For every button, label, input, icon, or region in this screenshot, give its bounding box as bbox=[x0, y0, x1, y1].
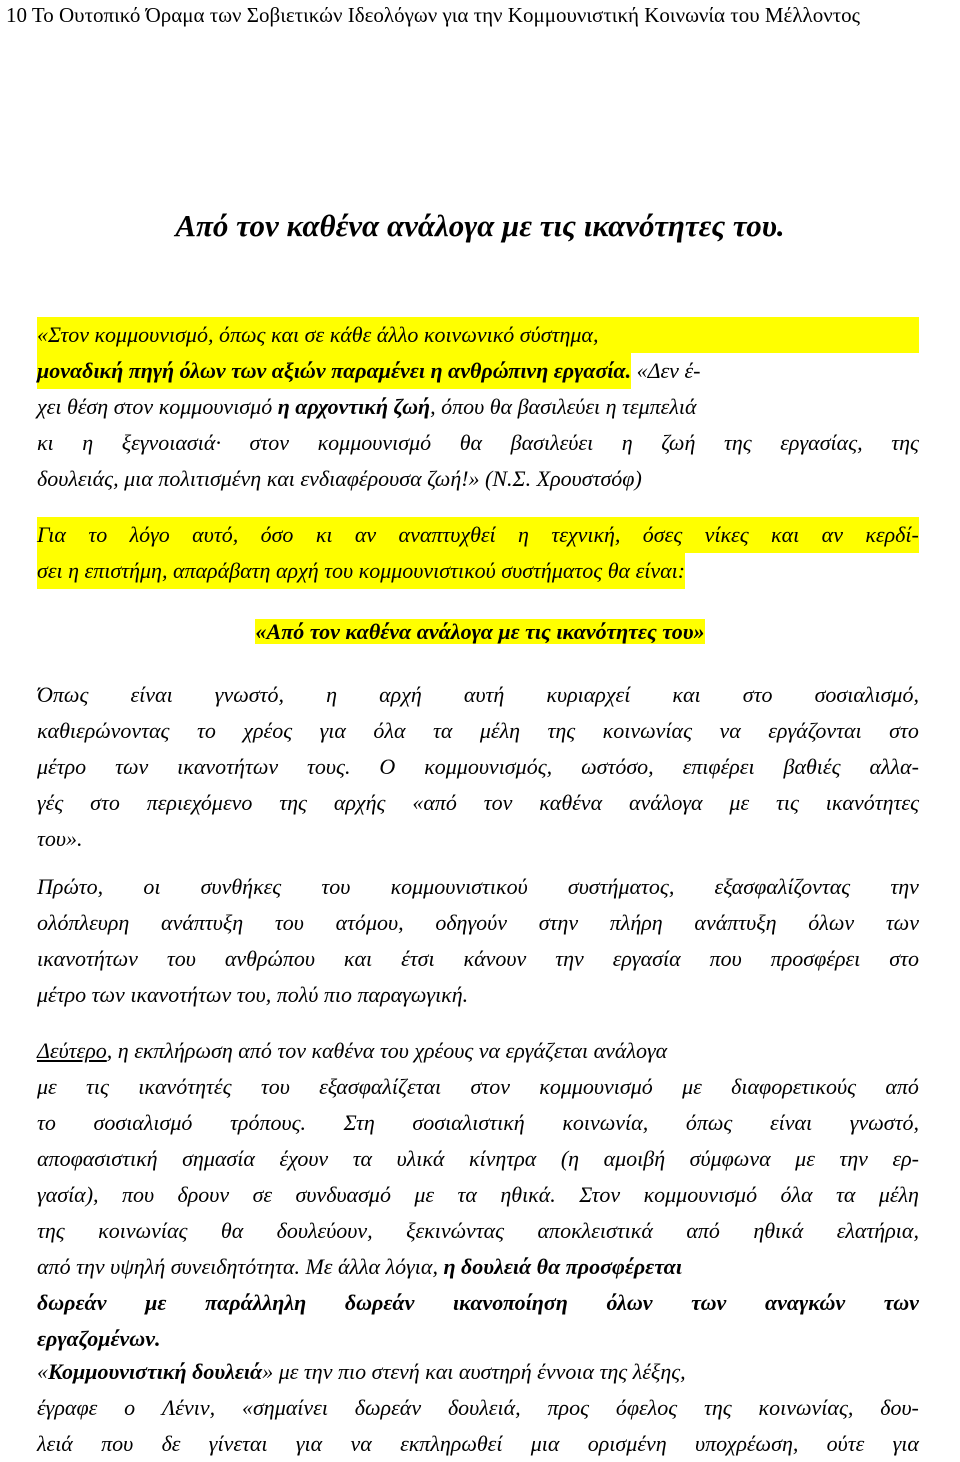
word: προσφέρει bbox=[770, 946, 861, 971]
word: με bbox=[729, 790, 750, 815]
word: ανάπτυξη bbox=[694, 910, 777, 935]
word: δωρεάν bbox=[344, 1290, 415, 1315]
word: γνωστό, bbox=[849, 1110, 919, 1135]
word: όλων bbox=[808, 910, 855, 935]
word: στην bbox=[538, 910, 579, 935]
word: στον bbox=[249, 430, 290, 455]
word: εργασίας, bbox=[780, 430, 863, 455]
word: σοσιαλισμό bbox=[93, 1110, 193, 1135]
word: οι bbox=[143, 874, 161, 899]
word: του bbox=[321, 874, 351, 899]
paragraph-3 bbox=[37, 677, 919, 857]
word: που bbox=[101, 1431, 134, 1456]
word: αποκλειστικά bbox=[537, 1218, 653, 1243]
word: δουλειά, bbox=[447, 1395, 521, 1420]
line-text: «Κομμουνιστική δουλειά» με την πιο στενή και αυστηρή έννοια της λέξης, bbox=[37, 1359, 686, 1384]
word: παράλληλη bbox=[205, 1290, 307, 1315]
word: προς bbox=[547, 1395, 589, 1420]
text-line bbox=[37, 389, 919, 425]
word: ανθρώπου bbox=[224, 946, 315, 971]
word: κομμουνισμό bbox=[643, 1182, 758, 1207]
word: η bbox=[326, 682, 337, 707]
word: στο bbox=[889, 718, 919, 743]
text-line bbox=[37, 713, 919, 749]
text-line bbox=[37, 749, 919, 785]
word: Στον bbox=[579, 1182, 621, 1207]
word: βαθιές bbox=[783, 754, 841, 779]
word: αμοιβή bbox=[603, 1146, 666, 1171]
paragraph-1 bbox=[37, 317, 919, 497]
word: επιφέρει bbox=[682, 754, 755, 779]
line-text: «Δεν έ- bbox=[631, 358, 701, 383]
word: η bbox=[621, 430, 633, 455]
word: να bbox=[350, 1431, 372, 1456]
word: τους. bbox=[307, 754, 351, 779]
word: ερ- bbox=[892, 1146, 919, 1171]
word: διαφορετικούς bbox=[731, 1074, 856, 1099]
text-line bbox=[37, 869, 919, 905]
text-line bbox=[37, 677, 919, 713]
line-text bbox=[37, 1069, 919, 1105]
word: από bbox=[885, 1074, 919, 1099]
word: των bbox=[691, 1290, 727, 1315]
word: χρέος bbox=[243, 718, 293, 743]
line-text: χει θέση στον κομμουνισμό η αρχοντική ζωή, όπου θα βασιλεύει η τεμπελιά bbox=[37, 394, 697, 419]
word: των bbox=[885, 910, 919, 935]
text-line bbox=[37, 1321, 919, 1357]
word: κίνητρα bbox=[468, 1146, 537, 1171]
word: όσο bbox=[260, 522, 294, 547]
word: δουλεύουν, bbox=[276, 1218, 373, 1243]
word: και bbox=[343, 946, 373, 971]
text-line bbox=[37, 1141, 919, 1177]
word: έχουν bbox=[279, 1146, 329, 1171]
word: όπως bbox=[685, 1110, 733, 1135]
word: κυριαρχεί bbox=[546, 682, 631, 707]
word: συστήματος, bbox=[567, 874, 675, 899]
word: με bbox=[682, 1074, 702, 1099]
word: του bbox=[166, 946, 196, 971]
text-line bbox=[37, 785, 919, 821]
word: εκπληρωθεί bbox=[400, 1431, 503, 1456]
line-text bbox=[37, 1285, 919, 1321]
word: συνδυασμό bbox=[295, 1182, 391, 1207]
word: τις bbox=[86, 1074, 109, 1099]
word: την bbox=[890, 874, 919, 899]
word: (η bbox=[560, 1146, 580, 1171]
line-text bbox=[37, 869, 919, 905]
word: ηθικά. bbox=[500, 1182, 556, 1207]
word: όσες bbox=[642, 522, 683, 547]
line-text bbox=[37, 749, 919, 785]
word: ολόπλευρη bbox=[37, 910, 130, 935]
word: κι bbox=[37, 430, 54, 455]
word: έγραφε bbox=[37, 1395, 98, 1420]
word: «από bbox=[412, 790, 457, 815]
text-line bbox=[37, 317, 919, 353]
line-text: «Στον κομμουνισμό, όπως και σε κάθε άλλο κοινωνικό σύστημα, bbox=[37, 322, 599, 347]
word: ανάλογα bbox=[628, 790, 703, 815]
word: δε bbox=[161, 1431, 181, 1456]
line-text bbox=[37, 1213, 919, 1249]
word: τα bbox=[457, 1182, 477, 1207]
word: η bbox=[82, 430, 94, 455]
word: δωρεάν bbox=[37, 1290, 107, 1315]
word: νίκες bbox=[704, 522, 749, 547]
word: μέλη bbox=[479, 718, 521, 743]
word: της bbox=[547, 718, 576, 743]
text-line bbox=[37, 1390, 919, 1426]
word: όλα bbox=[373, 718, 406, 743]
word: κομμουνισμός, bbox=[424, 754, 553, 779]
text-line bbox=[37, 1177, 919, 1213]
word: οδηγούν bbox=[435, 910, 507, 935]
highlighted-text: μοναδική πηγή όλων των αξιών παραμένει η ανθρώπινη εργασία. bbox=[37, 353, 631, 389]
line-text bbox=[37, 785, 919, 821]
word: από bbox=[686, 1218, 720, 1243]
word: την bbox=[839, 1146, 868, 1171]
line-text bbox=[37, 941, 919, 977]
word: υλικά bbox=[396, 1146, 445, 1171]
word: δωρεάν bbox=[354, 1395, 422, 1420]
word: την bbox=[555, 946, 584, 971]
word: σοσιαλιστική bbox=[412, 1110, 525, 1135]
word: ελατήρια, bbox=[836, 1218, 919, 1243]
text-line bbox=[37, 941, 919, 977]
line-text bbox=[37, 905, 919, 941]
highlighted-quote bbox=[0, 616, 960, 648]
word: περιεχόμενο bbox=[146, 790, 253, 815]
word: το bbox=[88, 522, 108, 547]
word: ξεκινώντας bbox=[406, 1218, 505, 1243]
word: της bbox=[723, 430, 752, 455]
text-line bbox=[37, 1285, 919, 1321]
word: τις bbox=[775, 790, 799, 815]
text-line bbox=[37, 977, 919, 1013]
word: η bbox=[518, 522, 529, 547]
word: ικανοτήτων bbox=[177, 754, 279, 779]
word: λειά bbox=[37, 1431, 73, 1456]
paragraph-4 bbox=[37, 869, 919, 1013]
word: εξασφαλίζεται bbox=[319, 1074, 442, 1099]
line-text bbox=[37, 713, 919, 749]
word: λόγο bbox=[129, 522, 170, 547]
word: καθένα bbox=[539, 790, 603, 815]
word: για bbox=[892, 1431, 919, 1456]
word: των bbox=[883, 1290, 919, 1315]
word: θα bbox=[459, 430, 483, 455]
text-line bbox=[37, 1249, 919, 1285]
text-line bbox=[37, 905, 919, 941]
word: αναπτυχθεί bbox=[398, 522, 496, 547]
word: μια bbox=[530, 1431, 560, 1456]
word: για bbox=[319, 718, 346, 743]
word: Για bbox=[37, 522, 66, 547]
line-text bbox=[37, 1141, 919, 1177]
word: εξασφαλίζοντας bbox=[714, 874, 851, 899]
word: αρχής bbox=[333, 790, 386, 815]
word: γές bbox=[37, 790, 64, 815]
word: κοινωνίας bbox=[602, 718, 692, 743]
word: ικανότητες bbox=[825, 790, 919, 815]
highlighted-text bbox=[37, 317, 919, 353]
word: βασιλεύει bbox=[510, 430, 594, 455]
word: κομμουνισμό bbox=[317, 430, 432, 455]
word: ξεγνοιασιά· bbox=[121, 430, 221, 455]
word: στον bbox=[470, 1074, 510, 1099]
line-text: μέτρο των ικανοτήτων του, πολύ πιο παραγωγική. bbox=[37, 982, 469, 1007]
highlighted-text: σει η επιστήμη, απαράβατη αρχή του κομμουνιστικού συστήματος θα είναι: bbox=[37, 553, 685, 589]
paragraph-6 bbox=[37, 1354, 919, 1462]
word: με bbox=[37, 1074, 57, 1099]
line-text bbox=[37, 677, 919, 713]
word: που bbox=[709, 946, 742, 971]
paragraph-5 bbox=[37, 1033, 919, 1357]
line-text: του». bbox=[37, 826, 83, 851]
word: και bbox=[771, 522, 800, 547]
word: έτσι bbox=[401, 946, 435, 971]
word: αλλα- bbox=[869, 754, 919, 779]
word: σημασία bbox=[182, 1146, 255, 1171]
quote-text: «Από τον καθένα ανάλογα με τις ικανότητες του» bbox=[255, 619, 705, 644]
text-line bbox=[37, 517, 919, 553]
word: ο bbox=[124, 1395, 136, 1420]
word: ικανοποίηση bbox=[453, 1290, 568, 1315]
word: εργάζονται bbox=[768, 718, 862, 743]
word: εργασία bbox=[612, 946, 681, 971]
word: αναγκών bbox=[764, 1290, 846, 1315]
word: γασία), bbox=[37, 1182, 99, 1207]
word: υποχρέωση, bbox=[694, 1431, 799, 1456]
word: κι bbox=[315, 522, 333, 547]
text-line bbox=[37, 461, 919, 497]
word: κερδί- bbox=[865, 522, 919, 547]
word: κομμουνιστικού bbox=[390, 874, 528, 899]
word: όλα bbox=[780, 1182, 813, 1207]
word: στο bbox=[889, 946, 919, 971]
word: ανάπτυξη bbox=[161, 910, 244, 935]
line-text: από την υψηλή συνειδητότητα. Με άλλα λόγια, η δουλειά θα προσφέρεται bbox=[37, 1254, 682, 1279]
word: τον bbox=[483, 790, 513, 815]
word: του bbox=[260, 1074, 290, 1099]
word: ούτε bbox=[826, 1431, 865, 1456]
word: των bbox=[115, 754, 149, 779]
word: Ο bbox=[379, 754, 396, 779]
word: της bbox=[37, 1218, 65, 1243]
word: αυτή bbox=[463, 682, 505, 707]
word: μέτρο bbox=[37, 754, 87, 779]
word: σε bbox=[252, 1182, 273, 1207]
text-line bbox=[37, 353, 919, 389]
line-text bbox=[37, 425, 919, 461]
text-line bbox=[37, 425, 919, 461]
word: αν bbox=[354, 522, 377, 547]
word: Στη bbox=[343, 1110, 375, 1135]
word: γνωστό, bbox=[214, 682, 284, 707]
word: Λένιν, bbox=[161, 1395, 216, 1420]
text-line bbox=[37, 1033, 919, 1069]
word: ηθικά bbox=[753, 1218, 804, 1243]
word: είναι bbox=[769, 1110, 813, 1135]
line-text bbox=[37, 1390, 919, 1426]
word: καθιερώνοντας bbox=[37, 718, 170, 743]
word: στο bbox=[742, 682, 773, 707]
word: πλήρη bbox=[609, 910, 663, 935]
paragraph-2 bbox=[37, 517, 919, 589]
word: όλων bbox=[606, 1290, 653, 1315]
word: τα bbox=[352, 1146, 373, 1171]
text-line bbox=[37, 1069, 919, 1105]
section-title: Από τον καθένα ανάλογα με τις ικανότητες του. bbox=[175, 208, 785, 243]
word: κομμουνισμό bbox=[539, 1074, 653, 1099]
text-line bbox=[37, 553, 919, 589]
line-text: δουλειάς, μια πολιτισμένη και ενδιαφέρουσα ζωή!» (Ν.Σ. Χρουστσόφ) bbox=[37, 466, 642, 491]
word: τα bbox=[432, 718, 453, 743]
line-text: εργαζομένων. bbox=[37, 1326, 161, 1351]
word: ωστόσο, bbox=[581, 754, 654, 779]
word: το bbox=[196, 718, 216, 743]
word: σύμφωνα bbox=[689, 1146, 771, 1171]
word: τρόπους. bbox=[230, 1110, 307, 1135]
text-line bbox=[37, 1105, 919, 1141]
word: ζωή bbox=[661, 430, 696, 455]
word: και bbox=[672, 682, 701, 707]
text-line bbox=[37, 1354, 919, 1390]
word: κάνουν bbox=[463, 946, 527, 971]
word: που bbox=[121, 1182, 155, 1207]
word: σοσιαλισμό, bbox=[814, 682, 919, 707]
word: θα bbox=[220, 1218, 244, 1243]
word: Όπως bbox=[37, 682, 89, 707]
word: τα bbox=[835, 1182, 856, 1207]
word: δρουν bbox=[177, 1182, 230, 1207]
line-text bbox=[37, 1105, 919, 1141]
word: με bbox=[795, 1146, 815, 1171]
word: ορισμένη bbox=[587, 1431, 667, 1456]
word: της bbox=[703, 1395, 732, 1420]
word: ατόμου, bbox=[335, 910, 404, 935]
running-head: 10 Το Ουτοπικό Όραμα των Σοβιετικών Ιδεολόγων για την Κομμουνιστική Κοινωνία του Μέλλοντος bbox=[6, 3, 860, 27]
word: αρχή bbox=[379, 682, 422, 707]
text-line bbox=[37, 821, 919, 857]
word: κοινωνίας, bbox=[758, 1395, 854, 1420]
line-text: Δεύτερο, η εκπλήρωση από τον καθένα του χρέους να εργάζεται ανάλογα bbox=[37, 1038, 668, 1063]
text-line bbox=[37, 1213, 919, 1249]
highlighted-text bbox=[37, 517, 919, 553]
word: με bbox=[414, 1182, 435, 1207]
word: μέλη bbox=[878, 1182, 919, 1207]
word: είναι bbox=[130, 682, 173, 707]
word: με bbox=[145, 1290, 167, 1315]
word: κοινωνία, bbox=[562, 1110, 649, 1135]
word: της bbox=[891, 430, 919, 455]
word: δου- bbox=[880, 1395, 919, 1420]
word: αν bbox=[821, 522, 843, 547]
word: της bbox=[279, 790, 307, 815]
line-text bbox=[37, 1177, 919, 1213]
word: στο bbox=[90, 790, 120, 815]
word: του bbox=[274, 910, 304, 935]
word: κοινωνίας bbox=[98, 1218, 188, 1243]
word: ικανότητές bbox=[138, 1074, 232, 1099]
word: όφελος bbox=[615, 1395, 678, 1420]
word: ικανοτήτων bbox=[37, 946, 138, 971]
word: γίνεται bbox=[208, 1431, 268, 1456]
word: τεχνική, bbox=[551, 522, 621, 547]
word: Πρώτο, bbox=[37, 874, 104, 899]
word: «σημαίνει bbox=[241, 1395, 328, 1420]
word: το bbox=[37, 1110, 56, 1135]
word: συνθήκες bbox=[200, 874, 282, 899]
word: αποφασιστική bbox=[37, 1146, 158, 1171]
word: να bbox=[719, 718, 741, 743]
word: αυτό, bbox=[192, 522, 239, 547]
word: για bbox=[295, 1431, 323, 1456]
